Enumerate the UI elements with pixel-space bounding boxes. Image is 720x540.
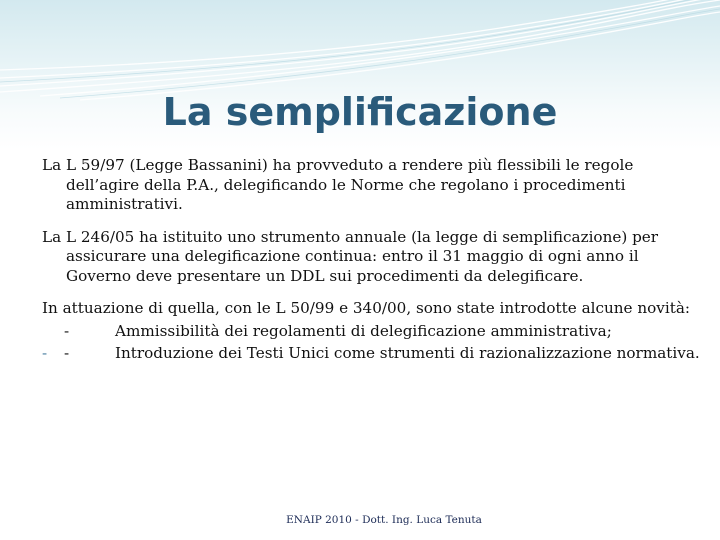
list-item-text: Introduzione dei Testi Unici come strumenti di razionalizzazione normativa. <box>115 344 700 362</box>
dash-marker: - <box>64 321 70 340</box>
list-item <box>42 322 702 342</box>
paragraph-legge-bassanini: La L 59/97 (Legge Bassanini) ha provveduto a rendere più flessibili le regole dell’agire della P.A., delegificando le Norme che regolano i procedimenti amministrativi. <box>42 156 634 213</box>
paragraph-legge-semplificazione: La L 246/05 ha istituito uno strumento annuale (la legge di semplificazione) per assicurare una delegificazione continua: entro il 31 maggio di ogni anno il Governo deve presentare un DDL sui procedimenti da delegificare. <box>42 227 659 285</box>
dash-marker: - <box>64 344 70 362</box>
outer-dash-marker: - <box>42 344 48 362</box>
list-item-text: Ammissibilità dei regolamenti di delegificazione amministrativa; <box>115 321 612 340</box>
novita-list <box>42 322 702 364</box>
slide-footer: ENAIP 2010 - Dott. Ing. Luca Tenuta <box>286 514 482 526</box>
paragraph-attuazione: In attuazione di quella, con le L 50/99 e 340/00, sono state introdotte alcune novità: <box>42 299 690 317</box>
list-item <box>42 344 702 364</box>
slide-title: La semplificazione <box>162 90 558 134</box>
slide-body <box>42 156 702 367</box>
